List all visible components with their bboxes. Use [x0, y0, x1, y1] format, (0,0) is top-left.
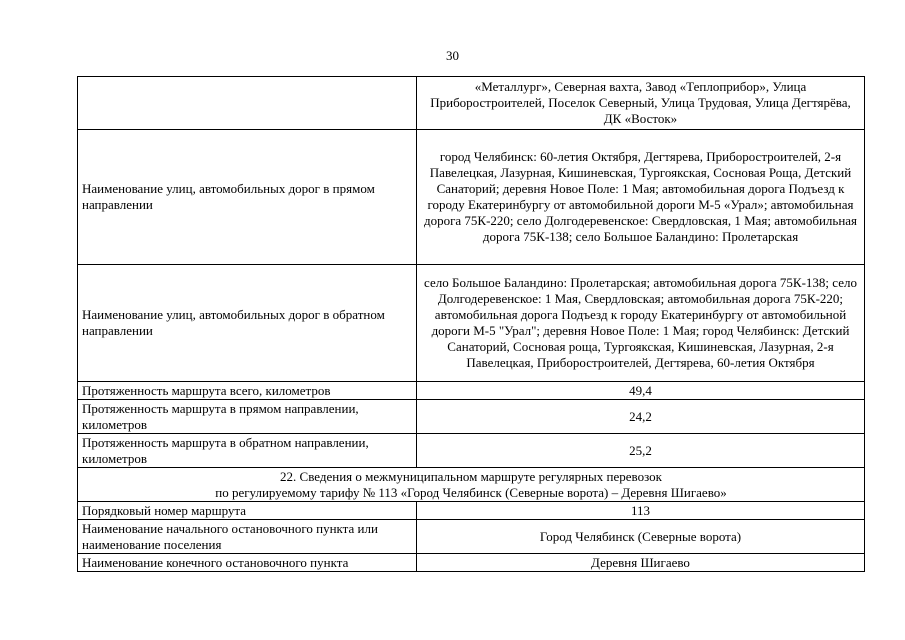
- row-value: 49,4: [417, 382, 865, 400]
- page-number: 30: [446, 48, 459, 63]
- table-row: [78, 434, 865, 468]
- row-value: 113: [417, 502, 865, 520]
- row-value: 25,2: [417, 434, 865, 468]
- row-label: Порядковый номер маршрута: [78, 502, 417, 520]
- row-value: село Большое Баландино: Пролетарская; автомобильная дорога 75К-138; село Долгодеревенское: 1 Мая, Свердловская; автомобильная дорога 75К-220; автомобильная дорога Подъезд к городу Екатеринбургу от автомобильной дороги М-5 "Урал"; деревня Новое Поле: 1 Мая; город Челябинск: Детский Санаторий, Сосновая роща, Тургоякская, Кишиневская, Лазурная, 2-я Павелецкая, Приборостроителей, Дегтярева, 60-летия Октября: [417, 265, 865, 382]
- row-label: [78, 77, 417, 130]
- row-label: Наименование начального остановочного пункта или наименование поселения: [78, 520, 417, 554]
- table-row: [78, 77, 865, 130]
- row-label: Наименование конечного остановочного пункта: [78, 554, 417, 572]
- row-label: Наименование улиц, автомобильных дорог в прямом направлении: [78, 130, 417, 265]
- row-value: Деревня Шигаево: [417, 554, 865, 572]
- table-row: [78, 382, 865, 400]
- route-info-table: [77, 76, 865, 572]
- table-row: [78, 554, 865, 572]
- table-row: [78, 502, 865, 520]
- row-value: «Металлург», Северная вахта, Завод «Теплоприбор», Улица Приборостроителей, Поселок Северный, Улица Трудовая, Улица Дегтярёва, ДК «Восток»: [417, 77, 865, 130]
- row-value: 24,2: [417, 400, 865, 434]
- table-row: [78, 130, 865, 265]
- table-row: [78, 520, 865, 554]
- section-heading: [78, 468, 865, 502]
- table-row: [78, 265, 865, 382]
- row-label: Наименование улиц, автомобильных дорог в обратном направлении: [78, 265, 417, 382]
- row-label: Протяженность маршрута в обратном направлении, километров: [78, 434, 417, 468]
- table-row: [78, 400, 865, 434]
- row-label: Протяженность маршрута всего, километров: [78, 382, 417, 400]
- section-heading-row: [78, 468, 865, 502]
- section-heading-line: по регулируемому тарифу № 113 «Город Челябинск (Северные ворота) – Деревня Шигаево»: [215, 484, 727, 500]
- row-value: Город Челябинск (Северные ворота): [417, 520, 865, 554]
- row-label: Протяженность маршрута в прямом направлении, километров: [78, 400, 417, 434]
- row-value: город Челябинск: 60-летия Октября, Дегтярева, Приборостроителей, 2-я Павелецкая, Лазурная, Кишиневская, Тургоякская, Сосновая Роща, Детский Санаторий; деревня Новое Поле: 1 Мая; автомобильная дорога Подъезд к городу Екатеринбургу от автомобильной дороги М-5 «Урал»; автомобильная дорога 75К-220; село Долгодеревенское: Свердловская, 1 Мая; автомобильная дорога 75К-138; село Большое Баландино: Пролетарская: [417, 130, 865, 265]
- section-heading-line: 22. Сведения о межмуниципальном маршруте регулярных перевозок: [280, 468, 662, 484]
